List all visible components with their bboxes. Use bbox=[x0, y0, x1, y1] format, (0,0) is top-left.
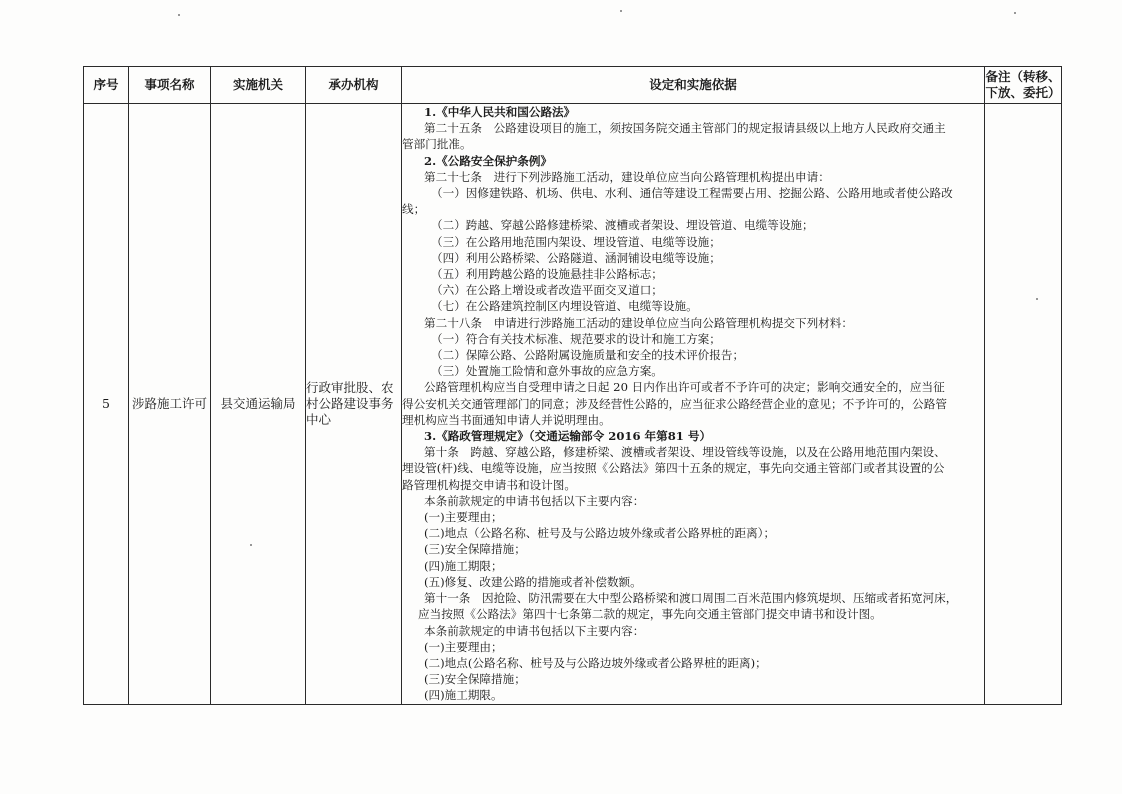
header-item-name: 事项名称 bbox=[129, 67, 211, 104]
basis-line: 埋设管(杆)线、电缆等设施，应当按照《公路法》第四十五条的规定，事先向交通主管部门或者其设置的公 bbox=[402, 461, 945, 476]
header-agency: 实施机关 bbox=[211, 67, 306, 104]
scan-speck bbox=[1036, 298, 1038, 300]
basis-line: (五)修复、改建公路的措施或者补偿数额。 bbox=[424, 574, 642, 589]
row-remark bbox=[985, 104, 1062, 705]
basis-line: (二)地点（公路名称、桩号及与公路边坡外缘或者公路界桩的距离）； bbox=[424, 526, 776, 541]
scan-speck bbox=[1014, 12, 1016, 14]
basis-line: 应当按照《公路法》第四十七条第二款的规定，事先向交通主管部门提交申请书和设计图。 bbox=[418, 607, 882, 622]
row-agency: 县交通运输局 bbox=[211, 104, 306, 705]
row-basis bbox=[402, 104, 985, 705]
basis-line: 路管理机构提交申请书和设计图。 bbox=[402, 477, 576, 492]
header-remark: 备注（转移、下放、委托） bbox=[985, 67, 1062, 104]
basis-line: (一)主要理由； bbox=[424, 639, 503, 654]
basis-line: 得公安机关交通管理部门的同意；涉及经营性公路的，应当征求公路经营企业的意见；不予许可的，公路管 bbox=[402, 396, 947, 411]
scan-speck bbox=[620, 10, 622, 12]
basis-text bbox=[402, 104, 984, 704]
permit-table bbox=[83, 66, 1062, 705]
scan-speck bbox=[178, 14, 180, 16]
basis-line: 理机构应当书面通知申请人并说明理由。 bbox=[402, 412, 611, 427]
basis-line: 1.《中华人民共和国公路法》 bbox=[424, 105, 576, 119]
basis-line: (四)施工期限。 bbox=[424, 688, 503, 703]
basis-line: （三）处置施工险情和意外事故的应急方案。 bbox=[431, 364, 663, 379]
basis-line: （二）保障公路、公路附属设施质量和安全的技术评价报告； bbox=[431, 348, 745, 363]
header-basis: 设定和实施依据 bbox=[402, 67, 985, 104]
basis-line: 3.《路政管理规定》（交通运输部令 2016 年第81 号） bbox=[424, 429, 712, 444]
basis-line: (三)安全保障措施； bbox=[424, 542, 526, 557]
table-row bbox=[84, 104, 1062, 705]
basis-line: 公路管理机构应当自受理申请之日起 20 日内作出许可或者不予许可的决定；影响交通安全的，应当征 bbox=[424, 380, 945, 395]
basis-line: (三)安全保障措施； bbox=[424, 672, 526, 687]
row-item-name: 涉路施工许可 bbox=[129, 104, 211, 705]
basis-line: 第二十五条 公路建设项目的施工，须按国务院交通主管部门的规定报请县级以上地方人民政府交通主 bbox=[424, 121, 946, 136]
basis-line: 管部门批准。 bbox=[402, 137, 472, 152]
basis-line: 第二十七条 进行下列涉路施工活动，建设单位应当向公路管理机构提出申请： bbox=[424, 169, 830, 184]
basis-line: 第二十八条 申请进行涉路施工活动的建设单位应当向公路管理机构提交下列材料： bbox=[424, 315, 853, 330]
basis-line: 第十一条 因抢险、防汛需要在大中型公路桥梁和渡口周围二百米范围内修筑堤坝、压缩或者拓宽河床， bbox=[424, 591, 958, 606]
row-handler: 行政审批股、农村公路建设事务中心 bbox=[306, 104, 402, 705]
basis-line: （七）在公路建筑控制区内埋设管道、电缆等设施。 bbox=[431, 299, 698, 314]
basis-line: (四)施工期限； bbox=[424, 558, 503, 573]
basis-line: （六）在公路上增设或者改造平面交叉道口； bbox=[431, 283, 663, 298]
basis-line: 第十条 跨越、穿越公路，修建桥梁、渡槽或者架设、埋设管线等设施，以及在公路用地范围内架设、 bbox=[424, 445, 946, 460]
basis-line: 本条前款规定的申请书包括以下主要内容： bbox=[424, 623, 645, 638]
basis-line: （五）利用跨越公路的设施悬挂非公路标志； bbox=[431, 267, 663, 282]
basis-line: 2.《公路安全保护条例》 bbox=[424, 153, 553, 168]
basis-line: （四）利用公路桥梁、公路隧道、涵洞铺设电缆等设施； bbox=[431, 250, 721, 265]
basis-line: 本条前款规定的申请书包括以下主要内容： bbox=[424, 493, 645, 508]
basis-line: （一）符合有关技术标准、规范要求的设计和施工方案； bbox=[431, 331, 721, 346]
basis-line: （三）在公路用地范围内架设、埋设管道、电缆等设施； bbox=[431, 234, 721, 249]
basis-line: (一)主要理由； bbox=[424, 510, 503, 525]
table-header-row bbox=[84, 67, 1062, 104]
basis-line: （二）跨越、穿越公路修建桥梁、渡槽或者架设、埋设管道、电缆等设施； bbox=[431, 218, 814, 233]
basis-line: 线； bbox=[402, 202, 426, 217]
basis-line: （一）因修建铁路、机场、供电、水利、通信等建设工程需要占用、挖掘公路、公路用地或者使公路改 bbox=[431, 186, 953, 201]
basis-line: (二)地点(公路名称、桩号及与公路边坡外缘或者公路界桩的距离)； bbox=[424, 655, 767, 670]
scan-speck bbox=[250, 544, 252, 546]
header-handler: 承办机构 bbox=[306, 67, 402, 104]
header-seq: 序号 bbox=[84, 67, 129, 104]
row-seq: 5 bbox=[84, 104, 129, 705]
